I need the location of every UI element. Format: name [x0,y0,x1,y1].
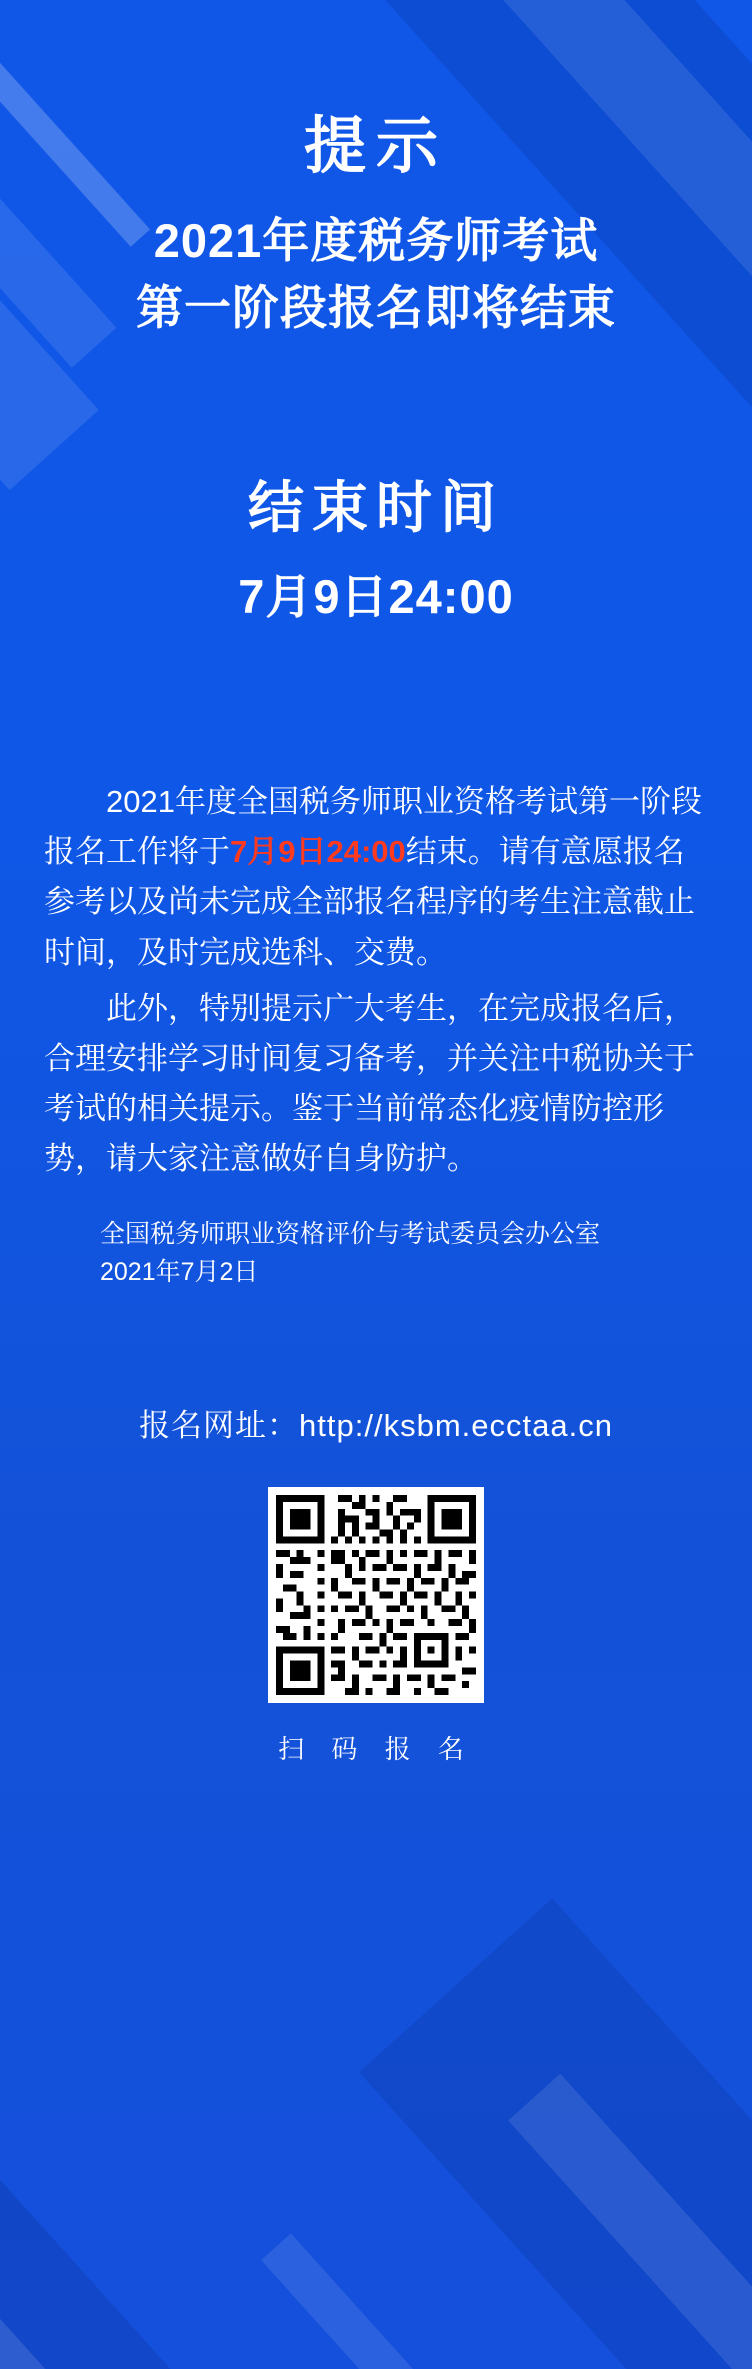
body-block [44,777,708,1292]
header-block [0,0,752,342]
signature-org: 全国税务师职业资格评价与考试委员会办公室 [100,1219,601,1248]
qr-code-image [276,1495,476,1695]
registration-url[interactable]: 报名网址：http://ksbm.ecctaa.cn [139,1408,613,1444]
signature-date: 2021年7月2日 [100,1258,259,1287]
page-subtitle-line: 2021年度税务师考试 [153,214,599,268]
deadline-value: 7月9日24:00 [238,569,514,623]
page-title: 提示 [303,112,448,181]
body-paragraph-1-part2: 结束。请有意愿报名参考以及尚未完成全部报名程序的考生注意截止时间，及时完成选科、交费。 [44,834,695,970]
deadline-block [0,464,752,627]
body-paragraph-1-part1: 2021年度全国税务师职业资格考试第一阶段报名工作将于 [44,783,702,870]
page-subtitle-line: 第一阶段报名即将结束 [136,281,616,335]
qr-code[interactable] [268,1487,484,1703]
deadline-label: 结束时间 [248,475,504,539]
body-paragraph-1 [44,777,708,978]
deadline-highlight: 7月9日24:00 [230,834,406,870]
body-paragraph-2: 此外，特别提示广大考生，在完成报名后，合理安排学习时间复习备考，并关注中税协关于考试的相关提示。鉴于当前常态化疫情防控形势，请大家注意做好自身防护。 [44,990,695,1177]
registration-block [0,1400,752,1766]
qr-caption: 扫 码 报 名 [278,1734,474,1765]
signature-block [44,1215,708,1293]
page-subtitle [56,208,696,341]
